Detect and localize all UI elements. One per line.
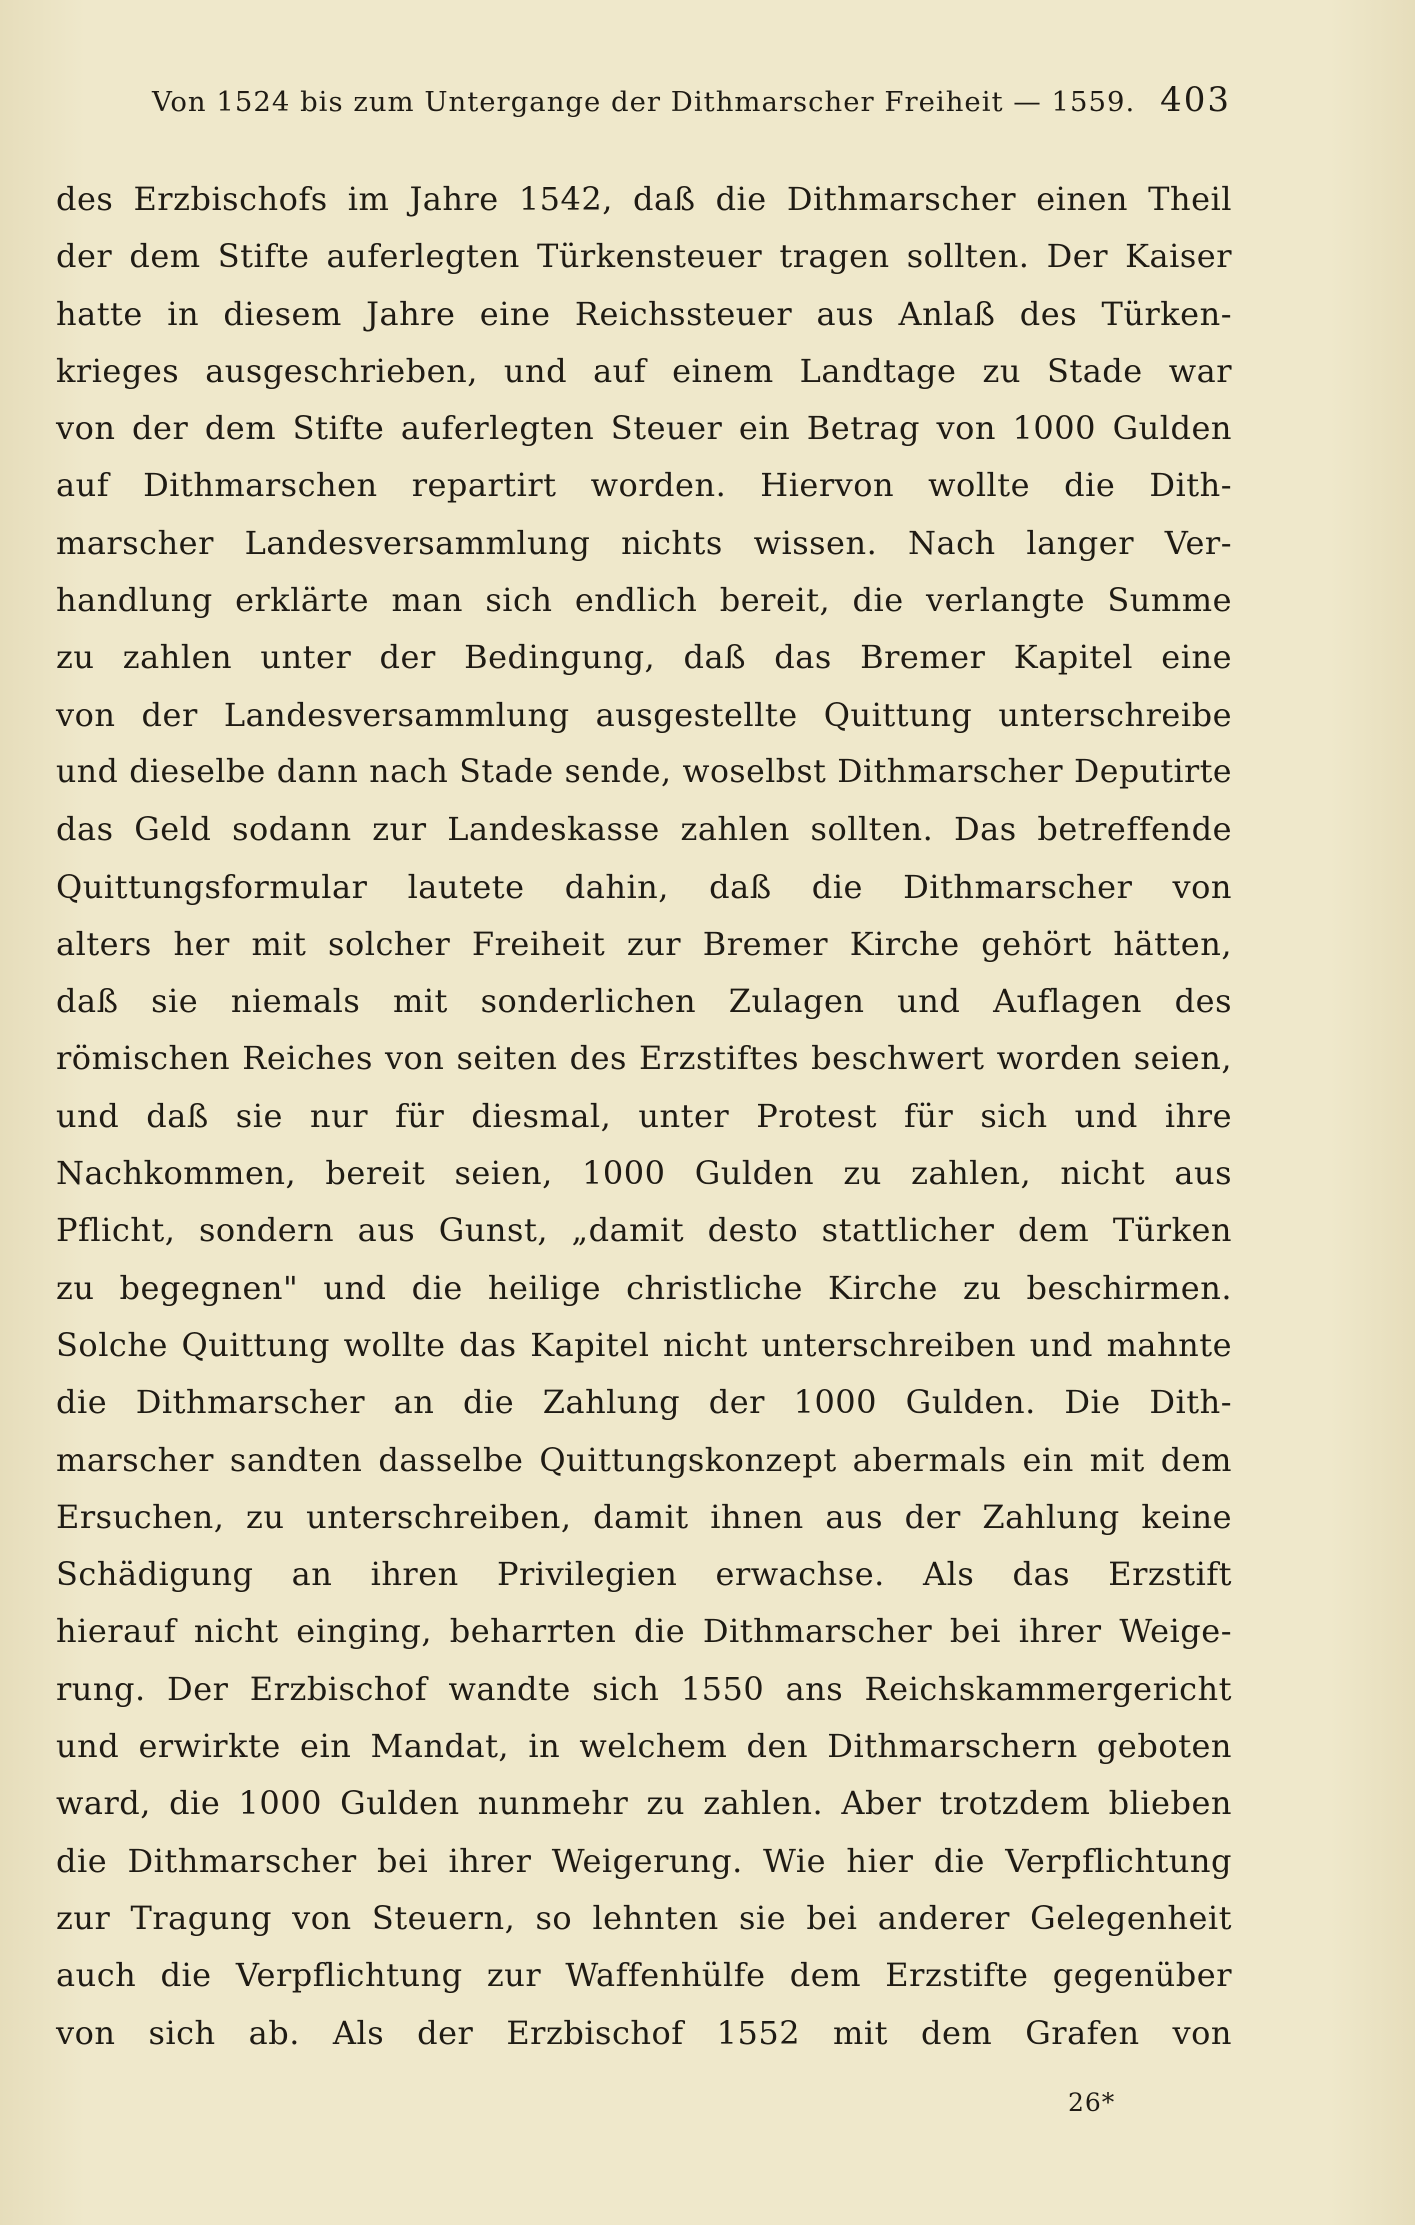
text-line: von sich ab. Als der Erzbischof 1552 mit dem Grafen von	[56, 2013, 1232, 2052]
text-line: der dem Stifte auferlegten Türkensteuer tragen sollten. Der Kaiser	[56, 237, 1232, 276]
text-line: krieges ausgeschrieben, und auf einem Landtage zu Stade war	[56, 351, 1232, 390]
text-line: marscher Landesversammlung nichts wissen. Nach langer Ver-	[56, 523, 1232, 562]
signature-mark: 26*	[1068, 2088, 1116, 2117]
text-line: daß sie niemals mit sonderlichen Zulagen und Auflagen des	[56, 982, 1232, 1021]
text-line: zu begegnen" und die heilige christliche Kirche zu beschirmen.	[56, 1268, 1232, 1307]
text-line: Pflicht, sondern aus Gunst, „damit desto stattlicher dem Türken	[56, 1211, 1232, 1250]
text-line: von der dem Stifte auferlegten Steuer ein Betrag von 1000 Gulden	[56, 409, 1232, 448]
text-line: zu zahlen unter der Bedingung, daß das Bremer Kapitel eine	[56, 638, 1232, 677]
text-line: ward, die 1000 Gulden nunmehr zu zahlen. Aber trotzdem blieben	[56, 1784, 1232, 1823]
text-line: alters her mit solcher Freiheit zur Bremer Kirche gehört hätten,	[56, 924, 1232, 963]
text-line: und daß sie nur für diesmal, unter Protest für sich und ihre	[56, 1096, 1232, 1135]
body-text	[56, 171, 1232, 2062]
running-head	[152, 80, 1231, 130]
text-line: hatte in diesem Jahre eine Reichssteuer aus Anlaß des Türken-	[56, 294, 1232, 333]
text-line: Quittungsformular lautete dahin, daß die Dithmarscher von	[56, 867, 1232, 906]
text-line: des Erzbischofs im Jahre 1542, daß die Dithmarscher einen Theil	[56, 180, 1232, 218]
text-line: die Dithmarscher bei ihrer Weigerung. Wie hier die Verpflichtung	[56, 1841, 1232, 1880]
text-line: Ersuchen, zu unterschreiben, damit ihnen aus der Zahlung keine	[56, 1497, 1232, 1536]
running-head-title: Von 1524 bis zum Untergange der Dithmarscher Freiheit — 1559.	[152, 86, 1136, 118]
text-line: von der Landesversammlung ausgestellte Quittung unterschreibe	[56, 695, 1232, 734]
text-line: Solche Quittung wollte das Kapitel nicht unterschreiben und mahnte	[56, 1325, 1232, 1364]
text-line: die Dithmarscher an die Zahlung der 1000 Gulden. Die Dith-	[56, 1383, 1232, 1422]
text-line: und dieselbe dann nach Stade sende, woselbst Dithmarscher Deputirte	[56, 753, 1232, 790]
text-line: Schädigung an ihren Privilegien erwachse. Als das Erzstift	[56, 1555, 1232, 1594]
text-line: und erwirkte ein Mandat, in welchem den Dithmarschern geboten	[56, 1727, 1232, 1766]
page-number: 403	[1160, 80, 1231, 120]
text-line: Nachkommen, bereit seien, 1000 Gulden zu zahlen, nicht aus	[56, 1154, 1232, 1193]
text-line: rung. Der Erzbischof wandte sich 1550 ans Reichskammergericht	[56, 1669, 1232, 1708]
text-line: zur Tragung von Steuern, so lehnten sie bei anderer Gelegenheit	[56, 1898, 1232, 1937]
text-line: handlung erklärte man sich endlich bereit, die verlangte Summe	[56, 581, 1232, 620]
text-line: marscher sandten dasselbe Quittungskonzept abermals ein mit dem	[56, 1440, 1232, 1479]
text-line: auch die Verpflichtung zur Waffenhülfe dem Erzstifte gegenüber	[56, 1956, 1232, 1995]
text-line: römischen Reiches von seiten des Erzstiftes beschwert worden seien,	[56, 1039, 1232, 1078]
text-line: hierauf nicht einging, beharrten die Dithmarscher bei ihrer Weige-	[56, 1612, 1232, 1651]
text-line: das Geld sodann zur Landeskasse zahlen sollten. Das betreffende	[56, 810, 1232, 849]
text-line: auf Dithmarschen repartirt worden. Hiervon wollte die Dith-	[56, 466, 1232, 505]
